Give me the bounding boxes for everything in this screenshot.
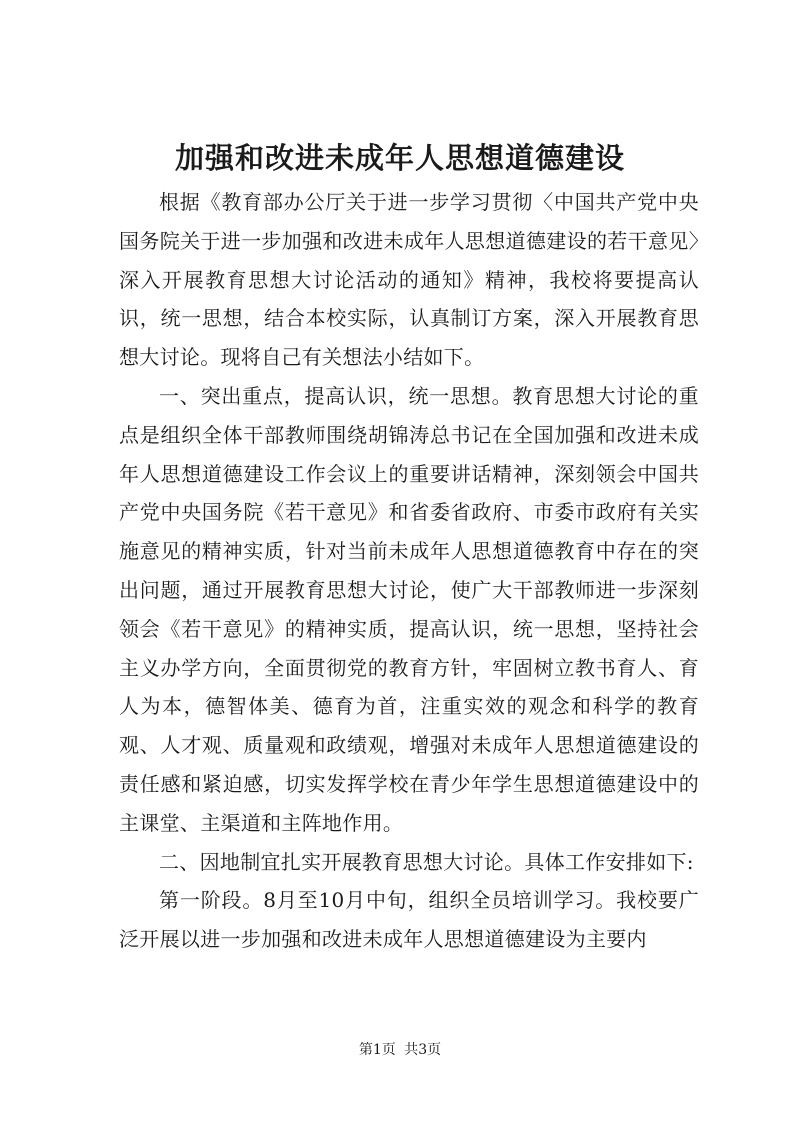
document-body: [119, 183, 699, 959]
paragraph-section-two: 二、因地制宜扎实开展教育思想大讨论。具体工作安排如下:: [159, 849, 694, 874]
page-number: 第1页: [358, 1042, 396, 1058]
paragraph-intro: 根据《教育部办公厅关于进一步学习贯彻〈中国共产党中央国务院关于进一步加强和改进未成年人思想道德建设的若干意见〉深入开展教育思想大讨论活动的通知》精神，我校将要提高认识，统一思想，结合本校实际，认真制订方案，深入开展教育思想大讨论。现将自己有关想法小结如下。: [119, 190, 699, 370]
page-total: 共3页: [404, 1042, 442, 1058]
page-footer: [0, 1040, 800, 1060]
paragraph-phase-one: 第一阶段。8月至10月中旬，组织全员培训学习。我校要广泛开展以进一步加强和改进未成年人思想道德建设为主要内: [119, 888, 699, 952]
paragraph-section-one: 一、突出重点，提高认识，统一思想。教育思想大讨论的重点是组织全体干部教师围绕胡锦涛总书记在全国加强和改进未成年人思想道德建设工作会议上的重要讲话精神，深刻领会中国共产党中央国务院《若干意见》和省委省政府、市委市政府有关实施意见的精神实质，针对当前未成年人思想道德教育中存在的突出问题，通过开展教育思想大讨论，使广大干部教师进一步深刻领会《若干意见》的精神实质，提高认识，统一思想，坚持社会主义办学方向，全面贯彻党的教育方针，牢固树立教书育人、育人为本，德智体美、德育为首，注重实效的观念和科学的教育观、人才观、质量观和政绩观，增强对未成年人思想道德建设的责任感和紧迫感，切实发挥学校在青少年学生思想道德建设中的主课堂、主渠道和主阵地作用。: [119, 383, 699, 835]
document-title: 加强和改进未成年人思想道德建设: [174, 141, 625, 175]
